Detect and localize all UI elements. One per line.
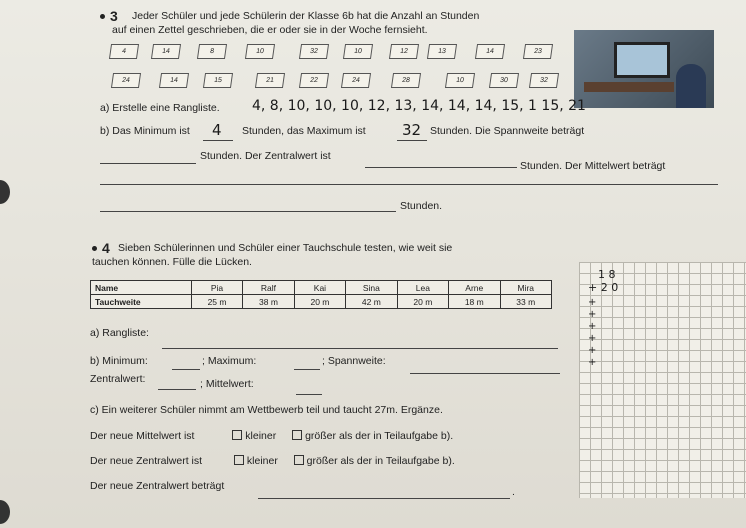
- table-cell: 33 m: [500, 295, 551, 309]
- table-cell: Pia: [191, 281, 242, 295]
- task4-zw-label: Zentralwert:: [90, 373, 146, 385]
- ticket-card: 22: [299, 73, 329, 88]
- task3-max-blank: [397, 140, 427, 141]
- checkbox-median-smaller[interactable]: [234, 455, 244, 465]
- task3-b-label-2: Stunden, das Maximum ist: [242, 125, 366, 137]
- task4-mean-blank: [296, 394, 322, 395]
- person-silhouette: [676, 64, 706, 108]
- margin-row1: + 2 0: [588, 281, 619, 294]
- checkbox-mean-bigger[interactable]: [292, 430, 302, 440]
- task3-min-blank: [203, 140, 233, 141]
- table-row-name: [91, 281, 552, 295]
- task3-d-label: Stunden.: [400, 200, 443, 212]
- task3-max-handwritten: 32: [402, 121, 422, 139]
- margin-plus-sign: +: [588, 333, 597, 344]
- tv-stand: [584, 82, 674, 92]
- task4-b-max-label: ; Maximum:: [202, 355, 257, 367]
- ticket-card: 28: [391, 73, 421, 88]
- checkbox-median-bigger[interactable]: [294, 455, 304, 465]
- task4-c-line3-end: .: [512, 486, 515, 498]
- task4-c-line3: Der neue Zentralwert beträgt: [90, 480, 225, 492]
- dive-table: [90, 280, 552, 309]
- margin-plus-sign: +: [588, 321, 597, 332]
- ticket-card: 10: [245, 44, 275, 59]
- tv-screen: [614, 42, 670, 78]
- task4-c-line2: [90, 455, 455, 467]
- table-cell: Lea: [397, 281, 448, 295]
- table-row-distance: [91, 295, 552, 309]
- task4-intro-line2: tauchen können. Fülle die Lücken.: [92, 256, 252, 268]
- tv-photo: [574, 30, 714, 108]
- ticket-card: 24: [111, 73, 141, 88]
- task3-b-label-1: b) Das Minimum ist: [100, 125, 190, 137]
- ticket-card: 24: [341, 73, 371, 88]
- task4-ranking-blank: [162, 348, 558, 349]
- opt-smaller-label-2: kleiner: [246, 455, 278, 467]
- bullet-dot: [100, 14, 105, 19]
- margin-plus-sign: +: [588, 357, 597, 368]
- ticket-card: 14: [151, 44, 181, 59]
- ticket-card: 8: [197, 44, 227, 59]
- opt-smaller-label: kleiner: [245, 430, 277, 442]
- ticket-card: 32: [529, 73, 559, 88]
- task3-a-handwritten: 4, 8, 10, 10, 10, 12, 13, 14, 14, 14, 15, 1 15, 21: [252, 98, 586, 114]
- margin-plus-sign: +: [588, 297, 597, 308]
- table-cell: 25 m: [191, 295, 242, 309]
- task3-mean-blank: [100, 184, 718, 185]
- task4-mw-label: ; Mittelwert:: [200, 378, 254, 390]
- ticket-card: 30: [489, 73, 519, 88]
- c-suffix: als der in Teilaufgabe b).: [338, 430, 454, 442]
- table-cell: Arne: [449, 281, 500, 295]
- task4-c-blank: [258, 498, 510, 499]
- ticket-card: 12: [389, 44, 419, 59]
- table-cell: Ralf: [243, 281, 294, 295]
- binder-hole: [0, 180, 10, 204]
- table-cell: 20 m: [397, 295, 448, 309]
- task3-median-blank: [365, 167, 517, 168]
- task3-mean-blank-2: [100, 211, 396, 212]
- ticket-card: 4: [109, 44, 139, 59]
- task4-c-text: c) Ein weiterer Schüler nimmt am Wettbewerb teil und taucht 27m. Ergänze.: [90, 404, 443, 416]
- ticket-card: 10: [445, 73, 475, 88]
- task3-c-label-2: Stunden. Der Mittelwert beträgt: [520, 160, 666, 172]
- bullet-dot: [92, 246, 97, 251]
- task3-span-blank: [100, 163, 196, 164]
- task3-intro-line2: auf einen Zettel geschrieben, die er oder sie in der Woche fernsieht.: [112, 24, 428, 36]
- table-row-header: Tauchweite: [91, 295, 192, 309]
- task4-b-min-label: b) Minimum:: [90, 355, 148, 367]
- ticket-card: 21: [255, 73, 285, 88]
- opt-bigger-label: größer: [305, 430, 337, 442]
- opt-bigger-label-2: größer: [306, 455, 338, 467]
- ticket-card: 14: [159, 73, 189, 88]
- task3-number: 3: [110, 8, 118, 24]
- task3-header: [100, 8, 118, 24]
- margin-top-digits: 1 8: [598, 268, 616, 281]
- table-cell: 20 m: [294, 295, 345, 309]
- task4-b-span-label: ; Spannweite:: [322, 355, 386, 367]
- task3-a-label: a) Erstelle eine Rangliste.: [100, 102, 220, 114]
- task3-c-label-1: Stunden. Der Zentralwert ist: [200, 150, 331, 162]
- table-cell: Sina: [346, 281, 397, 295]
- task3-min-handwritten: 4: [212, 121, 222, 139]
- task4-min-blank: [172, 369, 200, 370]
- task3-intro-line1: Jeder Schüler und jede Schülerin der Klasse 6b hat die Anzahl an Stunden: [132, 10, 480, 22]
- margin-plus-sign: +: [588, 345, 597, 356]
- task4-header: [92, 240, 110, 256]
- table-cell: 42 m: [346, 295, 397, 309]
- task4-intro-line1: Sieben Schülerinnen und Schüler einer Tauchschule testen, wie weit sie: [118, 242, 453, 254]
- ticket-card: 32: [299, 44, 329, 59]
- task4-max-blank: [294, 369, 320, 370]
- task4-span-blank: [410, 373, 560, 374]
- table-cell: Mira: [500, 281, 551, 295]
- table-cell: Kai: [294, 281, 345, 295]
- table-cell: 18 m: [449, 295, 500, 309]
- task4-a-label: a) Rangliste:: [90, 327, 149, 339]
- table-cell: 38 m: [243, 295, 294, 309]
- binder-hole: [0, 500, 10, 524]
- ticket-card: 10: [343, 44, 373, 59]
- ticket-card: 14: [475, 44, 505, 59]
- margin-plus-sign: +: [588, 309, 597, 320]
- c-line1-start: Der neue Mittelwert ist: [90, 430, 195, 442]
- c-line2-start: Der neue Zentralwert ist: [90, 455, 203, 467]
- task3-b-label-3: Stunden. Die Spannweite beträgt: [430, 125, 585, 137]
- task4-number: 4: [102, 240, 110, 256]
- ticket-card: 13: [427, 44, 457, 59]
- checkbox-mean-smaller[interactable]: [232, 430, 242, 440]
- ticket-card: 15: [203, 73, 233, 88]
- task4-c-line1: [90, 430, 453, 442]
- table-row-header: Name: [91, 281, 192, 295]
- task4-median-blank: [158, 389, 196, 390]
- c-suffix-2: als der in Teilaufgabe b).: [340, 455, 455, 467]
- ticket-card: 23: [523, 44, 553, 59]
- margin-grid: [579, 262, 746, 498]
